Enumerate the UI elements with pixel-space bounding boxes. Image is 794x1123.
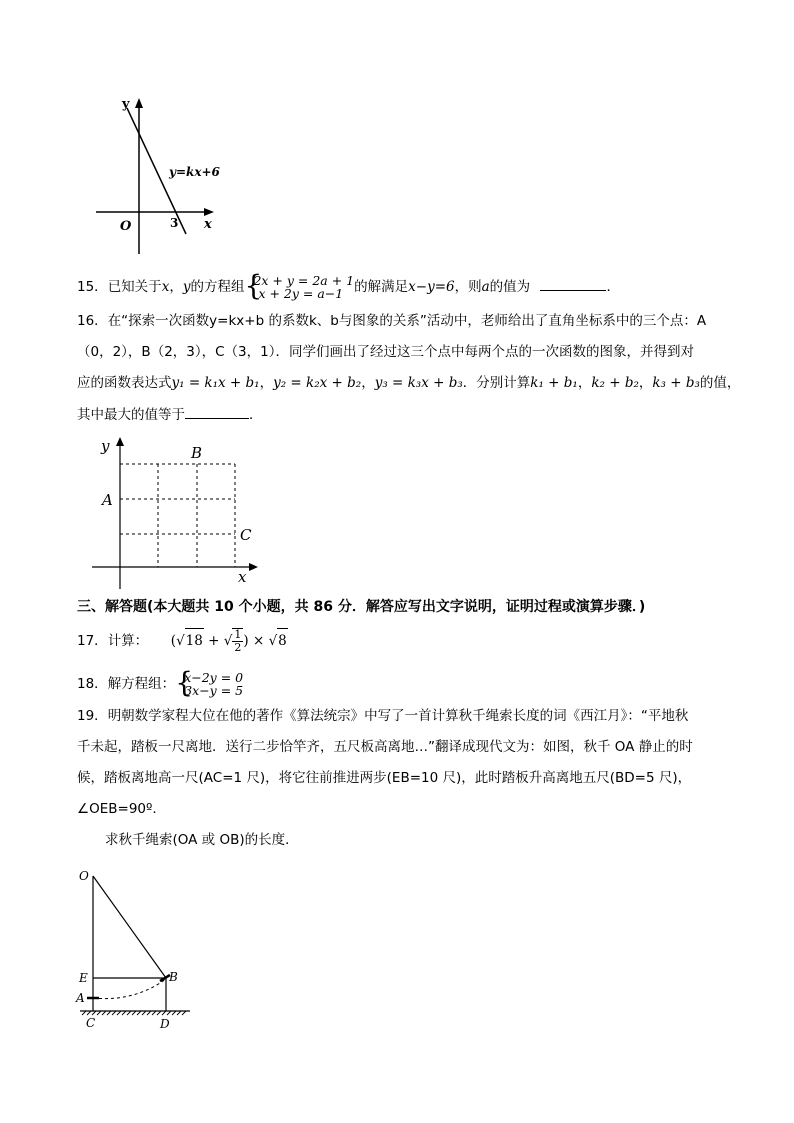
label-c: C (86, 1016, 96, 1030)
origin-label: O (120, 219, 132, 234)
q17-fraction: $\frac{1}{2}$ (234, 628, 242, 654)
point-a-label: A (102, 491, 113, 509)
graph-q19 (72, 866, 192, 1036)
q18-number: 18． (77, 676, 108, 692)
y-axis-label: y (101, 437, 110, 455)
x-intercept-label: 3 (170, 216, 179, 230)
q17-number: 17． (77, 633, 108, 649)
question-17: 17．计算： (√18 + √ $\frac{1}{2}$ ) × √8 (77, 628, 287, 654)
swing-arc (93, 979, 166, 999)
y-axis-arrow-icon (116, 437, 124, 446)
question-19-line1: 19．明朝数学家程大位在他的著作《算法统宗》中写了一首计算秋千绳索长度的词《西江月》：“平地秋 (77, 708, 689, 724)
question-19-line3: 候，踏板离地高一尺(AC=1 尺)，将它往前推进两步(EB=10 尺)，此时踏板升高离地五尺(BD=5 尺)， (77, 770, 692, 786)
label-o: O (79, 869, 89, 883)
line-equation-label: y=kx+6 (169, 165, 220, 179)
q15-number: 15． (77, 279, 108, 295)
label-a: A (76, 991, 85, 1005)
question-15: 15．已知关于x，y的方程组 { 2x + y = 2a + 1 x + 2y = a−1 的解满足x−y=6，则a的值为 ． (77, 269, 620, 302)
question-18: 18．解方程组： { x−2y = 0 3x−y = 5 (77, 666, 244, 699)
graph-q16 (90, 434, 260, 594)
x-axis-label: x (238, 568, 247, 586)
label-e: E (79, 971, 88, 985)
x-axis-label: x (204, 217, 212, 232)
question-16-line3: 应的函数表达式y₁ = k₁x + b₁，y₂ = k₂x + b₂，y₃ = k₃x + b₃．分别计算k₁ + b₁，k₂ + b₂，k₃ + b₃的值， (77, 375, 741, 391)
question-16-line1: 16．在“探索一次函数y=kx+b 的系数k、b与图象的关系”活动中，老师给出了直角坐标系中的三个点：A (77, 313, 707, 329)
q18-equation-system: { x−2y = 0 3x−y = 5 (175, 666, 244, 699)
question-16-line2: （0，2），B（2，3），C（3，1）．同学们画出了经过这三个点中每两个点的一次函数的图象，并得到对 (77, 344, 694, 360)
label-d: D (160, 1017, 170, 1031)
question-16-line4: 其中最大的值等于 ． (77, 404, 263, 425)
question-19-line2: 千未起，踏板一尺离地．送行二步恰竿齐，五尺板高离地…”翻译成现代文为：如图，秋千 OA 静止的时 (77, 739, 693, 755)
question-19-line5: 求秋千绳索(OA 或 OB)的长度． (105, 832, 299, 848)
rope-ob (93, 876, 166, 978)
x-axis-arrow-icon (204, 208, 214, 216)
q15-answer-blank[interactable] (540, 276, 606, 291)
dashed-grid (120, 464, 235, 567)
q15-equation-system: { 2x + y = 2a + 1 x + 2y = a−1 (244, 269, 355, 302)
question-19-line4: ∠OEB=90º. (77, 801, 157, 817)
q19-number: 19． (77, 708, 108, 724)
y-axis-label: y (122, 97, 130, 112)
point-c-label: C (240, 526, 252, 544)
label-b: B (169, 970, 178, 984)
point-b-label: B (191, 444, 203, 462)
graph-q14 (90, 92, 230, 258)
y-axis-arrow-icon (135, 98, 143, 108)
q16-number: 16． (77, 313, 108, 329)
x-axis-arrow-icon (249, 563, 258, 571)
section-3-heading: 三、解答题(本大题共 10 个小题，共 86 分．解答应写出文字说明，证明过程或演算步骤．) (77, 599, 646, 615)
q16-answer-blank[interactable] (185, 404, 249, 419)
